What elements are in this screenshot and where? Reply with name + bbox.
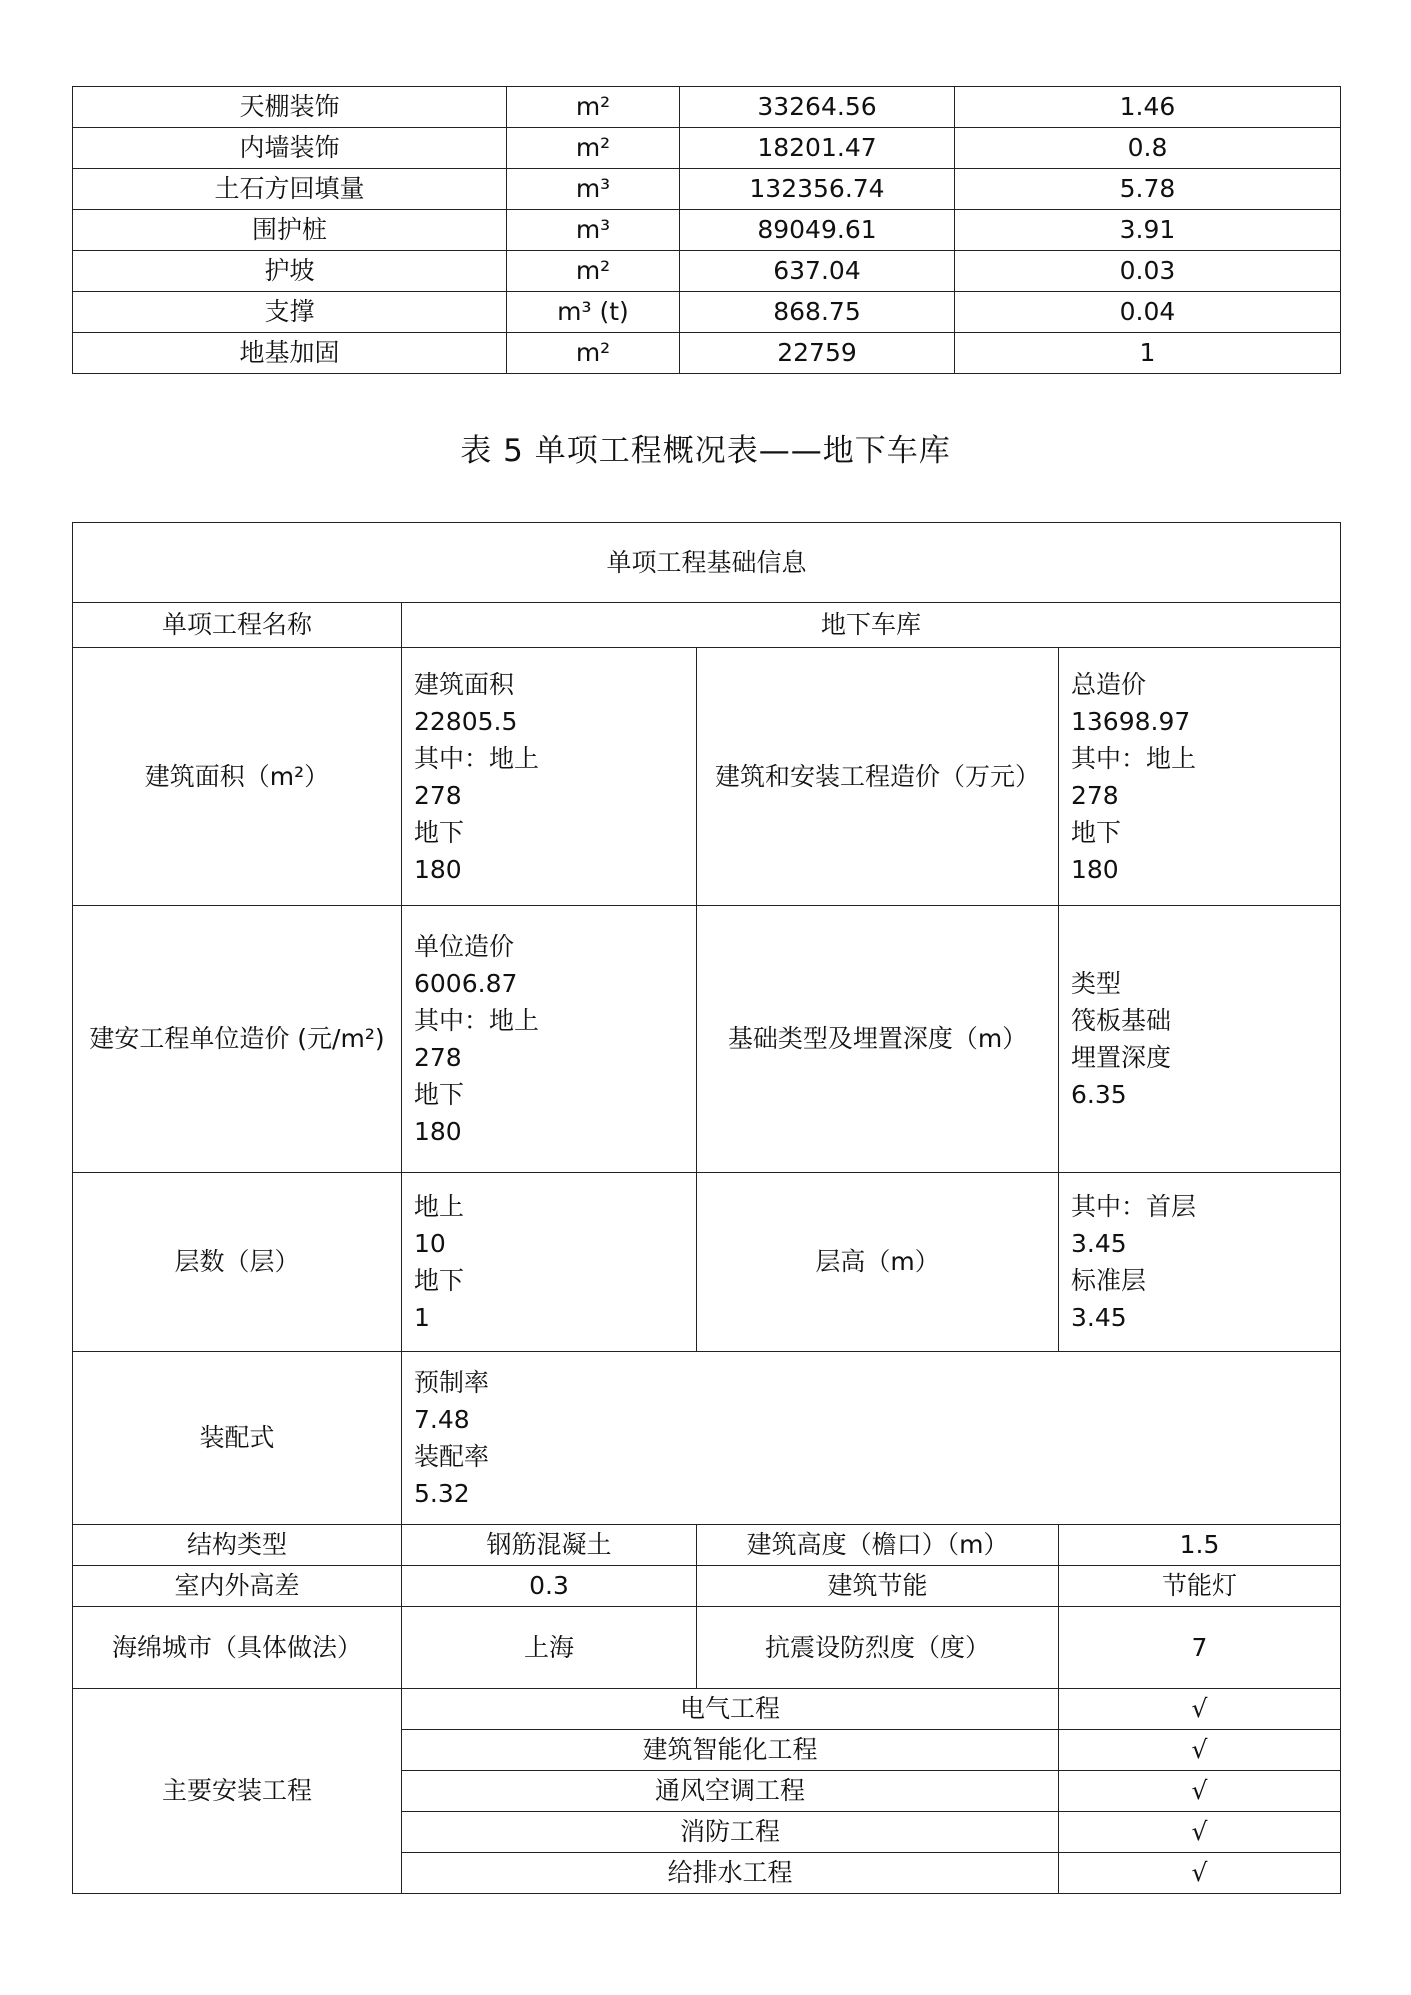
install-item-mark: √	[1059, 1689, 1341, 1730]
table-row	[73, 906, 1341, 1173]
unit-cost-line: 单位造价	[414, 932, 515, 961]
elevation-diff-value: 0.3	[402, 1566, 697, 1607]
install-item-mark: √	[1059, 1771, 1341, 1812]
item-index: 1.46	[955, 87, 1341, 128]
cost-values	[1059, 648, 1341, 906]
item-unit: m²	[507, 128, 680, 169]
prefab-line: 预制率	[414, 1368, 490, 1397]
area-line: 22805.5	[414, 706, 518, 736]
table-row	[73, 1607, 1341, 1689]
table-row	[73, 603, 1341, 648]
item-quantity: 868.75	[680, 292, 955, 333]
install-item-mark: √	[1059, 1853, 1341, 1894]
install-item-mark: √	[1059, 1730, 1341, 1771]
unit-cost-line: 地下	[414, 1080, 465, 1109]
item-name: 支撑	[73, 292, 507, 333]
floor-height-line: 3.45	[1071, 1303, 1127, 1332]
item-quantity: 22759	[680, 333, 955, 374]
table-row	[73, 128, 1341, 169]
foundation-label: 基础类型及埋置深度（m）	[697, 906, 1059, 1173]
item-index: 0.8	[955, 128, 1341, 169]
foundation-values	[1059, 906, 1341, 1173]
prefab-line: 7.48	[414, 1405, 470, 1434]
install-item-name: 消防工程	[402, 1812, 1059, 1853]
cost-line: 180	[1071, 854, 1119, 884]
install-item-mark: √	[1059, 1812, 1341, 1853]
item-unit: m²	[507, 251, 680, 292]
item-quantity: 18201.47	[680, 128, 955, 169]
item-index: 0.04	[955, 292, 1341, 333]
table-row	[73, 333, 1341, 374]
sponge-city-value: 上海	[402, 1607, 697, 1689]
item-name: 天棚装饰	[73, 87, 507, 128]
item-quantity: 132356.74	[680, 169, 955, 210]
item-index: 1	[955, 333, 1341, 374]
item-unit: m²	[507, 333, 680, 374]
floor-height-label: 层高（m）	[697, 1173, 1059, 1352]
unit-cost-line: 6006.87	[414, 969, 518, 998]
structure-label: 结构类型	[73, 1525, 402, 1566]
floors-values	[402, 1173, 697, 1352]
table-row	[73, 210, 1341, 251]
item-name: 护坡	[73, 251, 507, 292]
quantities-table	[72, 86, 1341, 374]
install-item-name: 给排水工程	[402, 1853, 1059, 1894]
table-caption: 表 5 单项工程概况表——地下车库	[460, 433, 951, 469]
cost-line: 总造价	[1071, 669, 1147, 699]
seismic-label: 抗震设防烈度（度）	[697, 1607, 1059, 1689]
floor-height-line: 标准层	[1071, 1266, 1147, 1295]
item-quantity: 89049.61	[680, 210, 955, 251]
item-unit: m³ (t)	[507, 292, 680, 333]
project-name-label: 单项工程名称	[73, 603, 402, 648]
area-line: 其中：地上	[414, 743, 540, 773]
item-name: 土石方回填量	[73, 169, 507, 210]
structure-value: 钢筋混凝土	[402, 1525, 697, 1566]
floor-height-line: 3.45	[1071, 1229, 1127, 1258]
item-unit: m²	[507, 87, 680, 128]
table-row	[73, 523, 1341, 603]
install-item-name: 建筑智能化工程	[402, 1730, 1059, 1771]
area-label: 建筑面积（m²）	[73, 648, 402, 906]
sponge-city-label: 海绵城市（具体做法）	[73, 1607, 402, 1689]
area-line: 建筑面积	[414, 669, 515, 699]
foundation-line: 埋置深度	[1071, 1043, 1172, 1072]
table-row	[73, 1689, 1341, 1730]
item-quantity: 33264.56	[680, 87, 955, 128]
prefab-values	[402, 1352, 1341, 1525]
item-index: 5.78	[955, 169, 1341, 210]
cost-line: 278	[1071, 780, 1119, 810]
unit-cost-line: 其中：地上	[414, 1006, 540, 1035]
prefab-line: 装配率	[414, 1442, 490, 1471]
item-unit: m³	[507, 169, 680, 210]
unit-cost-line: 180	[414, 1117, 462, 1146]
cost-line: 地下	[1071, 817, 1122, 847]
area-line: 180	[414, 854, 462, 884]
area-line: 地下	[414, 817, 465, 847]
floor-height-line: 其中：首层	[1071, 1192, 1197, 1221]
energy-label: 建筑节能	[697, 1566, 1059, 1607]
floor-height-values	[1059, 1173, 1341, 1352]
install-label: 主要安装工程	[73, 1689, 402, 1894]
energy-value: 节能灯	[1059, 1566, 1341, 1607]
install-item-name: 通风空调工程	[402, 1771, 1059, 1812]
item-name: 围护桩	[73, 210, 507, 251]
prefab-label: 装配式	[73, 1352, 402, 1525]
item-index: 0.03	[955, 251, 1341, 292]
floors-line: 1	[414, 1303, 430, 1332]
floors-line: 10	[414, 1229, 446, 1258]
building-height-value: 1.5	[1059, 1525, 1341, 1566]
item-name: 内墙装饰	[73, 128, 507, 169]
prefab-line: 5.32	[414, 1479, 470, 1508]
install-item-name: 电气工程	[402, 1689, 1059, 1730]
foundation-line: 6.35	[1071, 1080, 1127, 1109]
foundation-line: 类型	[1071, 969, 1122, 998]
table-row	[73, 1173, 1341, 1352]
floors-line: 地上	[414, 1192, 465, 1221]
cost-label: 建筑和安装工程造价（万元）	[697, 648, 1059, 906]
building-height-label: 建筑高度（檐口）（m）	[697, 1525, 1059, 1566]
table-row	[73, 648, 1341, 906]
project-name-value: 地下车库	[402, 603, 1341, 648]
table-row	[73, 251, 1341, 292]
item-name: 地基加固	[73, 333, 507, 374]
table-row	[73, 169, 1341, 210]
floors-label: 层数（层）	[73, 1173, 402, 1352]
section-header: 单项工程基础信息	[73, 523, 1341, 603]
cost-line: 13698.97	[1071, 706, 1191, 736]
project-overview-table	[72, 522, 1341, 1894]
foundation-line: 筏板基础	[1071, 1006, 1172, 1035]
elevation-diff-label: 室内外高差	[73, 1566, 402, 1607]
table-row	[73, 1352, 1341, 1525]
table-row	[73, 1525, 1341, 1566]
unit-cost-line: 278	[414, 1043, 462, 1072]
cost-line: 其中：地上	[1071, 743, 1197, 773]
area-line: 278	[414, 780, 462, 810]
area-values	[402, 648, 697, 906]
floors-line: 地下	[414, 1266, 465, 1295]
item-index: 3.91	[955, 210, 1341, 251]
unit-cost-values	[402, 906, 697, 1173]
seismic-value: 7	[1059, 1607, 1341, 1689]
unit-cost-label: 建安工程单位造价 (元/m²)	[73, 906, 402, 1173]
table-row	[73, 292, 1341, 333]
table-row	[73, 1566, 1341, 1607]
table-row	[73, 87, 1341, 128]
item-unit: m³	[507, 210, 680, 251]
item-quantity: 637.04	[680, 251, 955, 292]
